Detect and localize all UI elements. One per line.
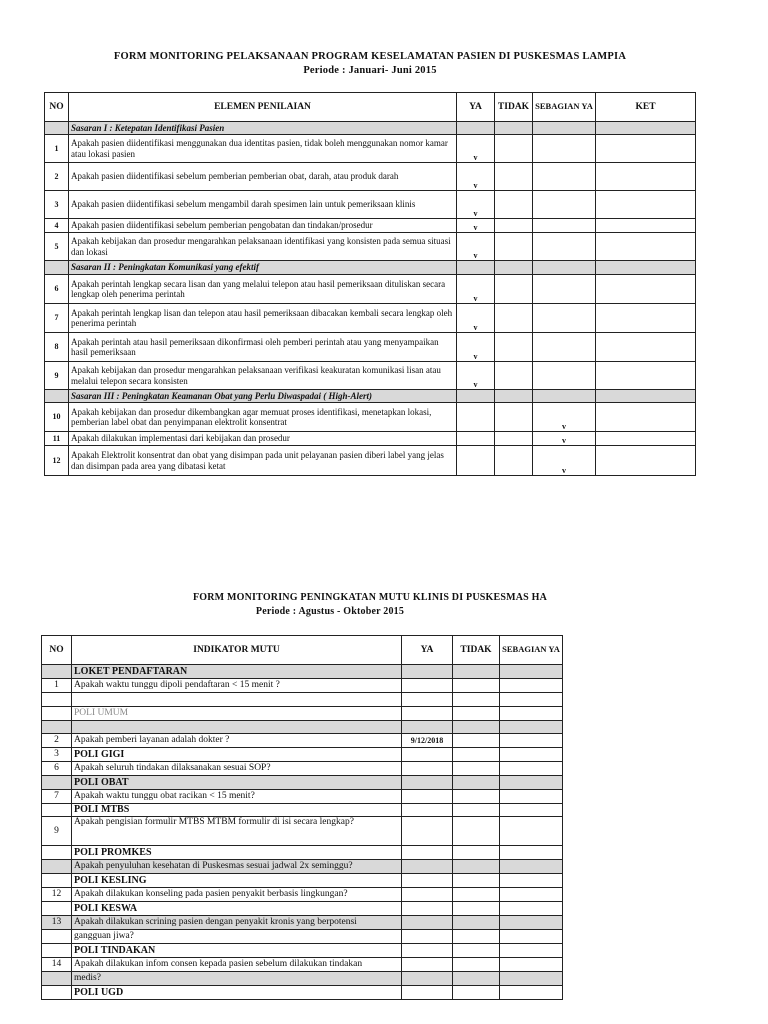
- check-ya[interactable]: v: [457, 304, 495, 333]
- section-row: [42, 804, 563, 817]
- form2-table: [41, 635, 563, 1000]
- table-row: [45, 163, 696, 191]
- row-number: 7: [42, 790, 72, 804]
- table-row: [42, 888, 563, 902]
- table-row: [42, 693, 563, 707]
- section-row: [42, 707, 563, 721]
- section-label: POLI UMUM: [72, 707, 402, 721]
- row-number: 2: [42, 734, 72, 748]
- row-number: 6: [45, 275, 69, 304]
- row-number: 6: [42, 762, 72, 776]
- row-text: Apakah perintah atau hasil pemeriksaan dikonfirmasi oleh pemberi perintah atau yang menyampaikan hasil pemeriksaan: [69, 333, 457, 362]
- table-row: [42, 721, 563, 734]
- row-text: Apakah kebijakan dan prosedur mengarahkan pelaksanaan verifikasi keakuratan komunikasi lisan atau melalui telepon secara konsisten: [69, 362, 457, 390]
- section-label: POLI TINDAKAN: [72, 944, 402, 958]
- section-label: POLI PROMKES: [72, 846, 402, 860]
- section-label: Sasaran II : Peningkatan Komunikasi yang efektif: [69, 261, 457, 275]
- table-row: [42, 734, 563, 748]
- table-header-row: [45, 93, 696, 122]
- table-row: [45, 362, 696, 390]
- row-text: Apakah waktu tunggu obat racikan < 15 menit?: [72, 790, 402, 804]
- row-text: Apakah dilakukan scrining pasien dengan penyakit kronis yang berpotensi: [72, 916, 402, 930]
- form1-title: FORM MONITORING PELAKSANAAN PROGRAM KESELAMATAN PASIEN DI PUSKESMAS LAMPIA: [113, 51, 627, 62]
- row-number: 2: [45, 163, 69, 191]
- row-number: 1: [45, 135, 69, 163]
- table-row: [45, 403, 696, 432]
- row-number: 9: [45, 362, 69, 390]
- row-text: Apakah pasien diidentifikasi sebelum pemberian pengobatan dan tindakan/prosedur: [69, 219, 457, 233]
- header-no: NO: [42, 636, 72, 665]
- table-row: [45, 446, 696, 476]
- row-number: 8: [45, 333, 69, 362]
- header-indikator: INDIKATOR MUTU: [72, 636, 402, 665]
- section-row: [42, 665, 563, 679]
- section-row: [42, 776, 563, 790]
- table-row: [45, 233, 696, 261]
- row-number: 3: [42, 748, 72, 762]
- row-text: Apakah dilakukan implementasi dari kebijakan dan prosedur: [69, 432, 457, 446]
- row-number: 7: [45, 304, 69, 333]
- row-number: 9: [42, 817, 72, 846]
- form2-title: FORM MONITORING PENINGKATAN MUTU KLINIS DI PUSKESMAS HA: [192, 592, 548, 603]
- row-number: 10: [45, 403, 69, 432]
- header-tidak: TIDAK: [495, 93, 533, 122]
- section-row: [45, 390, 696, 403]
- section-label: POLI GIGI: [72, 748, 402, 762]
- form1-table: [44, 92, 696, 476]
- section-label: POLI MTBS: [72, 804, 402, 817]
- table-row: [42, 790, 563, 804]
- row-text-cont: medis?: [72, 972, 402, 986]
- row-text: Apakah perintah lengkap secara lisan dan yang melalui telepon atau hasil pemeriksaan dituliskan secara lengkap oleh penerima perintah: [69, 275, 457, 304]
- table-row: [42, 958, 563, 972]
- section-label: LOKET PENDAFTARAN: [72, 665, 402, 679]
- row-number: 11: [45, 432, 69, 446]
- row-text: Apakah dilakukan infom consen kepada pasien sebelum dilakukan tindakan: [72, 958, 402, 972]
- section-label: POLI OBAT: [72, 776, 402, 790]
- table-row: [42, 762, 563, 776]
- row-text: Apakah dilakukan konseling pada pasien penyakit berbasis lingkungan?: [72, 888, 402, 902]
- check-ya[interactable]: v: [457, 333, 495, 362]
- header-ya: YA: [402, 636, 453, 665]
- ya-date[interactable]: 9/12/2018: [402, 734, 453, 748]
- check-ya[interactable]: v: [457, 233, 495, 261]
- row-text: Apakah kebijakan dan prosedur mengarahkan pelaksanaan identifikasi yang konsisten pada semua situasi dan lokasi: [69, 233, 457, 261]
- section-row: [45, 261, 696, 275]
- check-ya[interactable]: v: [457, 362, 495, 390]
- row-text: Apakah pasien diidentifikasi sebelum mengambil darah spesimen lain untuk pemeriksaan klinis: [69, 191, 457, 219]
- table-row: [45, 304, 696, 333]
- table-row: [45, 432, 696, 446]
- section-label: POLI KESWA: [72, 902, 402, 916]
- row-number: 13: [42, 916, 72, 930]
- check-ya[interactable]: v: [457, 163, 495, 191]
- header-no: NO: [45, 93, 69, 122]
- check-ya[interactable]: v: [457, 135, 495, 163]
- section-label: Sasaran I : Ketepatan Identifikasi Pasien: [69, 122, 457, 135]
- row-number: 12: [42, 888, 72, 902]
- header-ket: KET: [596, 93, 696, 122]
- row-number: 14: [42, 958, 72, 972]
- section-row: [42, 986, 563, 1000]
- table-row: [45, 275, 696, 304]
- table-row: [45, 219, 696, 233]
- row-text: Apakah seluruh tindakan dilaksanakan sesuai SOP?: [72, 762, 402, 776]
- section-label: POLI KESLING: [72, 874, 402, 888]
- row-text: Apakah pasien diidentifikasi menggunakan dua identitas pasien, tidak boleh menggunakan nomor kamar atau lokasi pasien: [69, 135, 457, 163]
- table-header-row: [42, 636, 563, 665]
- check-sebagian[interactable]: v: [533, 432, 596, 446]
- section-row: [45, 122, 696, 135]
- row-text: Apakah perintah lengkap lisan dan telepon atau hasil pemeriksaan dibacakan kembali secara lengkap oleh penerima perintah: [69, 304, 457, 333]
- row-text: Apakah pemberi layanan adalah dokter ?: [72, 734, 402, 748]
- row-text: Apakah waktu tunggu dipoli pendaftaran < 15 menit ?: [72, 679, 402, 693]
- table-row: [42, 817, 563, 846]
- row-text: Apakah penyuluhan kesehatan di Puskesmas sesuai jadwal 2x seminggu?: [72, 860, 402, 874]
- header-sebagian: SEBAGIAN YA: [500, 636, 563, 665]
- table-row: [42, 679, 563, 693]
- section-label: Sasaran III : Peningkatan Keamanan Obat yang Perlu Diwaspadai ( High-Alert): [69, 390, 457, 403]
- row-text: Apakah kebijakan dan prosedur dikembangkan agar memuat proses identifikasi, menetapkan lokasi, pemberian label obat dan penyimpanan elektrolit konsentrat: [69, 403, 457, 432]
- row-number: 1: [42, 679, 72, 693]
- row-text: Apakah pasien diidentifikasi sebelum pemberian pemberian obat, darah, atau produk darah: [69, 163, 457, 191]
- section-row: [42, 902, 563, 916]
- header-tidak: TIDAK: [453, 636, 500, 665]
- row-number: 4: [45, 219, 69, 233]
- check-sebagian[interactable]: v: [533, 403, 596, 432]
- header-sebagian: SEBAGIAN YA: [533, 93, 596, 122]
- table-row: [42, 972, 563, 986]
- form2-period: Periode : Agustus - Oktober 2015: [255, 606, 405, 617]
- header-ya: YA: [457, 93, 495, 122]
- check-ya[interactable]: v: [457, 219, 495, 233]
- row-text: Apakah pengisian formulir MTBS MTBM formulir di isi secara lengkap?: [72, 817, 402, 846]
- table-row: [45, 333, 696, 362]
- check-ya[interactable]: v: [457, 191, 495, 219]
- section-row: [42, 944, 563, 958]
- table-row: [42, 930, 563, 944]
- table-row: [42, 860, 563, 874]
- form1-period: Periode : Januari- Juni 2015: [303, 65, 437, 76]
- table-row: [42, 916, 563, 930]
- row-number: 3: [45, 191, 69, 219]
- row-text: Apakah Elektrolit konsentrat dan obat yang disimpan pada unit pelayanan pasien diberi label yang jelas dan disimpan pada area yang dibatasi ketat: [69, 446, 457, 476]
- section-label: POLI UGD: [72, 986, 402, 1000]
- section-row: [42, 748, 563, 762]
- check-sebagian[interactable]: v: [533, 446, 596, 476]
- section-row: [42, 846, 563, 860]
- row-number: 5: [45, 233, 69, 261]
- header-element: ELEMEN PENILAIAN: [69, 93, 457, 122]
- table-row: [45, 135, 696, 163]
- check-ya[interactable]: v: [457, 275, 495, 304]
- row-number: 12: [45, 446, 69, 476]
- table-row: [45, 191, 696, 219]
- row-text-cont: gangguan jiwa?: [72, 930, 402, 944]
- section-row: [42, 874, 563, 888]
